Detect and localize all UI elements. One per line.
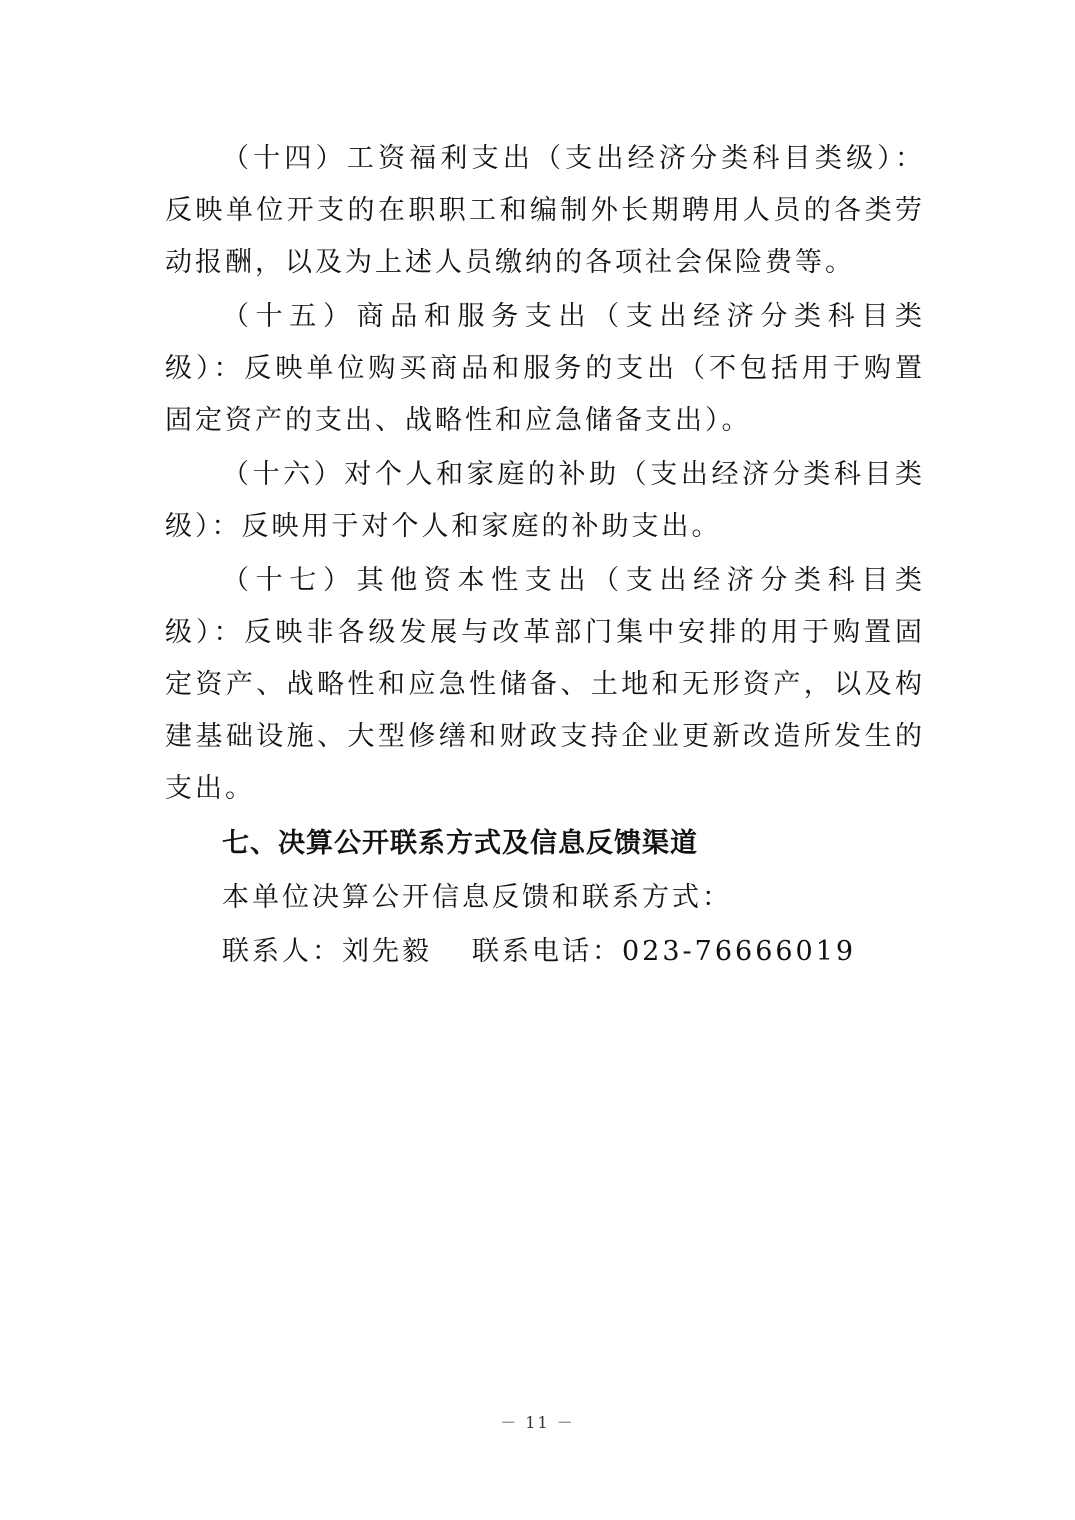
paragraph-goods-services: （十五）商品和服务支出（支出经济分类科目类级）：反映单位购买商品和服务的支出（不包括用于购置固定资产的支出、战略性和应急储备支出）。	[165, 301, 925, 436]
feedback-intro: 本单位决算公开信息反馈和联系方式：	[222, 882, 732, 913]
page-number: － 11 －	[500, 1413, 575, 1432]
contact-line	[165, 925, 925, 979]
contact-person-label: 联系人：	[222, 936, 342, 967]
paragraph-household-subsidy: （十六）对个人和家庭的补助（支出经济分类科目类级）：反映用于对个人和家庭的补助支出。	[165, 459, 925, 542]
paragraph-other-capital: （十七）其他资本性支出（支出经济分类科目类级）：反映非各级发展与改革部门集中安排的用于购置固定资产、战略性和应急性储备、土地和无形资产，以及构建基础设施、大型修缮和财政支持企业更新改造所发生的支出。	[165, 565, 925, 804]
paragraph-wage-welfare: （十四）工资福利支出（支出经济分类科目类级）：反映单位开支的在职职工和编制外长期聘用人员的各类劳动报酬，以及为上述人员缴纳的各项社会保险费等。	[165, 143, 925, 278]
contact-phone-number: 023-76666019	[622, 936, 857, 967]
contact-phone-label: 联系电话：	[472, 936, 622, 967]
contact-person-name: 刘先毅	[342, 936, 432, 967]
section-heading: 七、决算公开联系方式及信息反馈渠道	[222, 828, 698, 859]
page-content	[165, 133, 925, 979]
